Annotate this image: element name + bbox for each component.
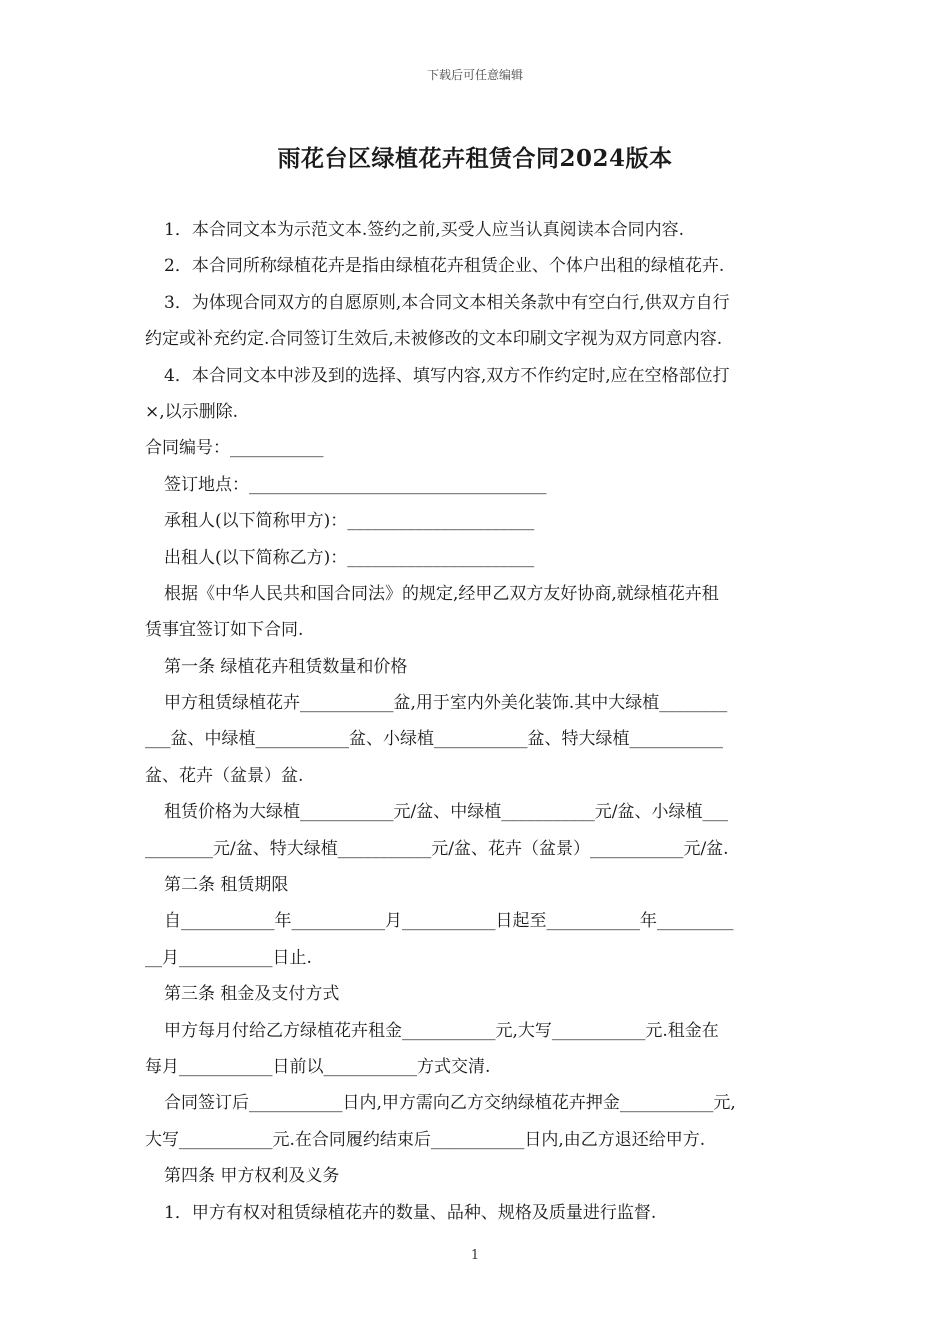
document-line: ________元/盆、特大绿植___________元/盆、花卉（盆景）___________元/盆.	[145, 838, 729, 859]
document-line: 自___________年___________月___________日起至___________年_________	[164, 911, 734, 932]
document-title: 雨花台区绿植花卉租赁合同2024版本	[277, 145, 673, 172]
document-line: ___盆、中绿植___________盆、小绿植___________盆、特大绿植___________	[145, 729, 723, 750]
document-line: 1．甲方有权对租赁绿植花卉的数量、品种、规格及质量进行监督.	[164, 1202, 657, 1223]
document-line: ×,以示删除.	[145, 401, 239, 422]
document-line: 根据《中华人民共和国合同法》的规定,经甲乙双方友好协商,就绿植花卉租	[164, 583, 719, 604]
document-line: 赁事宜签订如下合同.	[145, 620, 304, 641]
document-line: 合同签订后___________日内,甲方需向乙方交纳绿植花卉押金___________元,	[164, 1093, 736, 1114]
document-line: __月___________日止.	[145, 947, 312, 968]
document-line: 4．本合同文本中涉及到的选择、填写内容,双方不作约定时,应在空格部位打	[164, 365, 730, 386]
document-line: 第一条 绿植花卉租赁数量和价格	[164, 656, 408, 677]
document-line: 第三条 租金及支付方式	[164, 984, 340, 1005]
document-body	[145, 212, 810, 1231]
page-header: 下载后可任意编辑	[426, 68, 523, 82]
document-line: 第二条 租赁期限	[164, 875, 289, 896]
document-line: 3．为体现合同双方的自愿原则,本合同文本相关条款中有空白行,供双方自行	[164, 292, 730, 313]
document-line: 每月___________日前以___________方式交清.	[145, 1056, 491, 1077]
page-number: 1	[470, 1248, 480, 1263]
document-line: 甲方租赁绿植花卉___________盆,用于室内外美化装饰.其中大绿植________	[164, 693, 728, 714]
document-line: 第四条 甲方权利及义务	[164, 1166, 340, 1187]
document-line: 盆、花卉（盆景）盆.	[145, 765, 304, 786]
document-line: 出租人(以下简称乙方)：______________________	[164, 547, 535, 568]
document-line: 租赁价格为大绿植___________元/盆、中绿植___________元/盆、小绿植___	[164, 802, 728, 823]
document-line: 承租人(以下简称甲方)：______________________	[164, 511, 535, 532]
document-line: 1．本合同文本为示范文本.签约之前,买受人应当认真阅读本合同内容.	[164, 220, 685, 240]
document-line: 合同编号：___________	[145, 438, 324, 459]
document-line: 2．本合同所称绿植花卉是指由绿植花卉租赁企业、个体户出租的绿植花卉.	[164, 256, 725, 277]
document-line: 约定或补充约定.合同签订生效后,未被修改的文本印刷文字视为双方同意内容.	[145, 329, 723, 350]
document-line: 签订地点：___________________________________	[164, 474, 547, 495]
document-line: 大写___________元.在合同履约结束后___________日内,由乙方退还给甲方.	[145, 1129, 706, 1150]
document-line: 甲方每月付给乙方绿植花卉租金___________元,大写___________元.租金在	[164, 1020, 719, 1041]
